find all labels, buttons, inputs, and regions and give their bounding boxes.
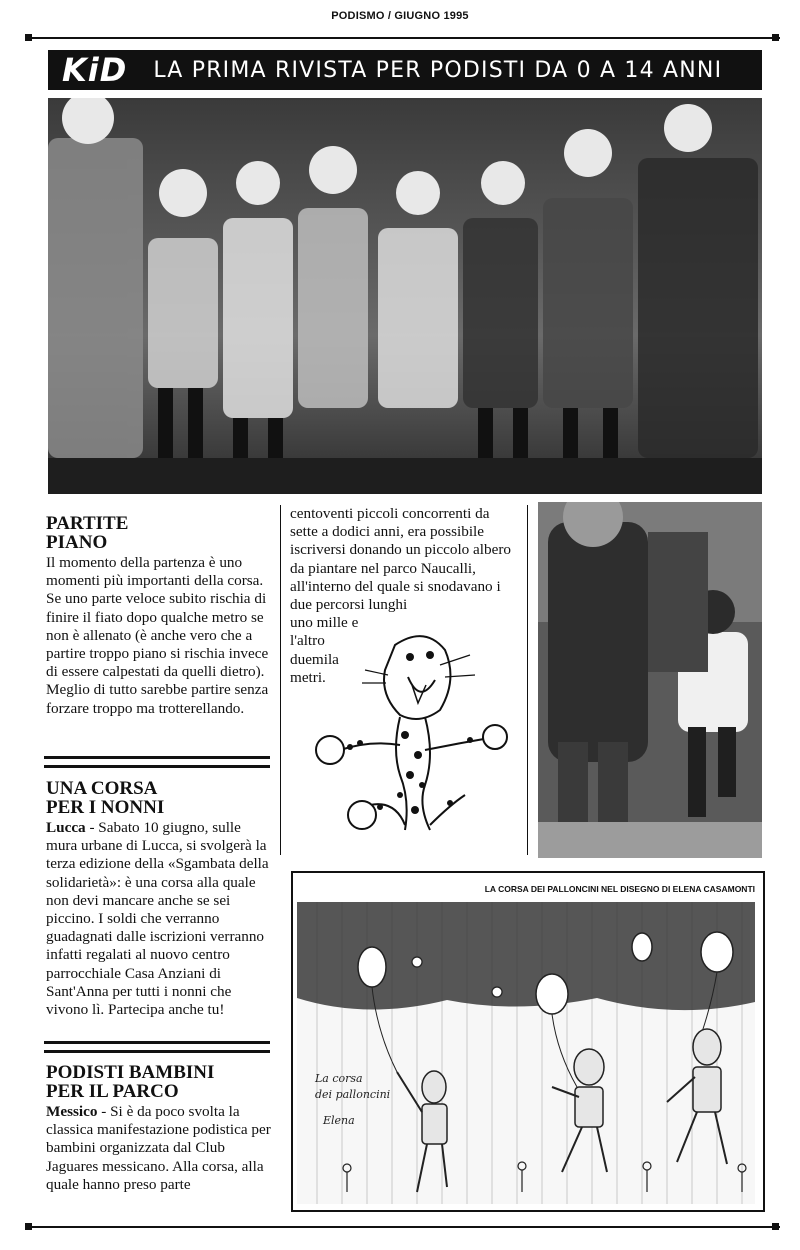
continuation-short-lines: uno mille e l'altro duemila metri. bbox=[290, 614, 359, 686]
column-rule bbox=[280, 505, 281, 855]
article-body: Messico - Si è da poco svolta la classica manifestazione podistica per bambini organizzata dal Club Jaguares messicano. Alla corsa, alla quale hanno preso parte bbox=[46, 1103, 271, 1193]
svg-text:dei palloncini: dei palloncini bbox=[315, 1088, 391, 1101]
kid-logo: KiD bbox=[62, 51, 128, 89]
article-title: PARTITE PIANO bbox=[46, 513, 129, 553]
corner-mark-tr bbox=[772, 34, 779, 41]
corner-mark-tl bbox=[25, 34, 32, 41]
article-title: PODISTI BAMBINI PER IL PARCO bbox=[46, 1062, 215, 1102]
running-head: PODISMO / GIUGNO 1995 bbox=[331, 10, 469, 22]
corner-mark-bl bbox=[25, 1223, 32, 1230]
section-divider bbox=[44, 756, 270, 768]
dateline-city: Lucca bbox=[46, 819, 86, 836]
article-una-corsa-per-i-nonni bbox=[46, 779, 272, 1019]
top-rule bbox=[28, 37, 780, 39]
drawing-signature: Elena bbox=[323, 1114, 355, 1127]
bottom-rule bbox=[28, 1226, 780, 1228]
children-start-line-photo bbox=[48, 98, 762, 494]
childs-drawing bbox=[297, 902, 755, 1204]
article-continuation: centoventi piccoli concorrenti da sette a dodici anni, era possibile iscriversi donando un piccolo albero da piantare nel parco Naucalli, all'interno del quale si snodavano i due percorsi lunghi uno mille e l'altro duemila metri. bbox=[290, 505, 515, 687]
jaguar-cartoon-icon bbox=[300, 625, 510, 860]
article-body: Il momento della partenza è uno momenti più importanti della corsa. Se uno parte veloce subito rischia di finire il fiato dopo qualche metro se non è allenato (è anche vero che a partire troppo piano si rischia invece di essere calpestati da quelli dietro). Meglio di tutto sarebbe partire senza forzare troppo ma trotterellando. bbox=[46, 554, 269, 717]
dateline-city: Messico bbox=[46, 1103, 98, 1120]
column-rule bbox=[527, 505, 528, 855]
drawing-caption: LA CORSA DEI PALLONCINI NEL DISEGNO DI ELENA CASAMONTI bbox=[484, 884, 755, 894]
article-title: UNA CORSA PER I NONNI bbox=[46, 778, 165, 818]
drawing-handwritten-title: La corsa bbox=[315, 1072, 363, 1085]
article-podisti-bambini bbox=[46, 1063, 276, 1194]
article-partite-piano bbox=[46, 514, 272, 718]
runners-photo bbox=[538, 502, 762, 858]
kid-banner bbox=[48, 50, 762, 90]
banner-tagline: LA PRIMA RIVISTA PER PODISTI DA 0 A 14 ANNI bbox=[153, 57, 723, 83]
article-body: Lucca - Sabato 10 giugno, sulle mura urbane di Lucca, si svolgerà la terza edizione della «Sgambata della solidarietà»: è una corsa alla quale non devi mancare anche se sei piccino. I soldi che verranno guadagnati dalle iscrizioni verranno infatti regalati al nuovo centro parrocchiale Casa Anziani di Sant'Anna per tutti i nonni che vivono lì. Partecipa anche tu! bbox=[46, 819, 269, 1019]
section-divider bbox=[44, 1041, 270, 1053]
corner-mark-br bbox=[772, 1223, 779, 1230]
